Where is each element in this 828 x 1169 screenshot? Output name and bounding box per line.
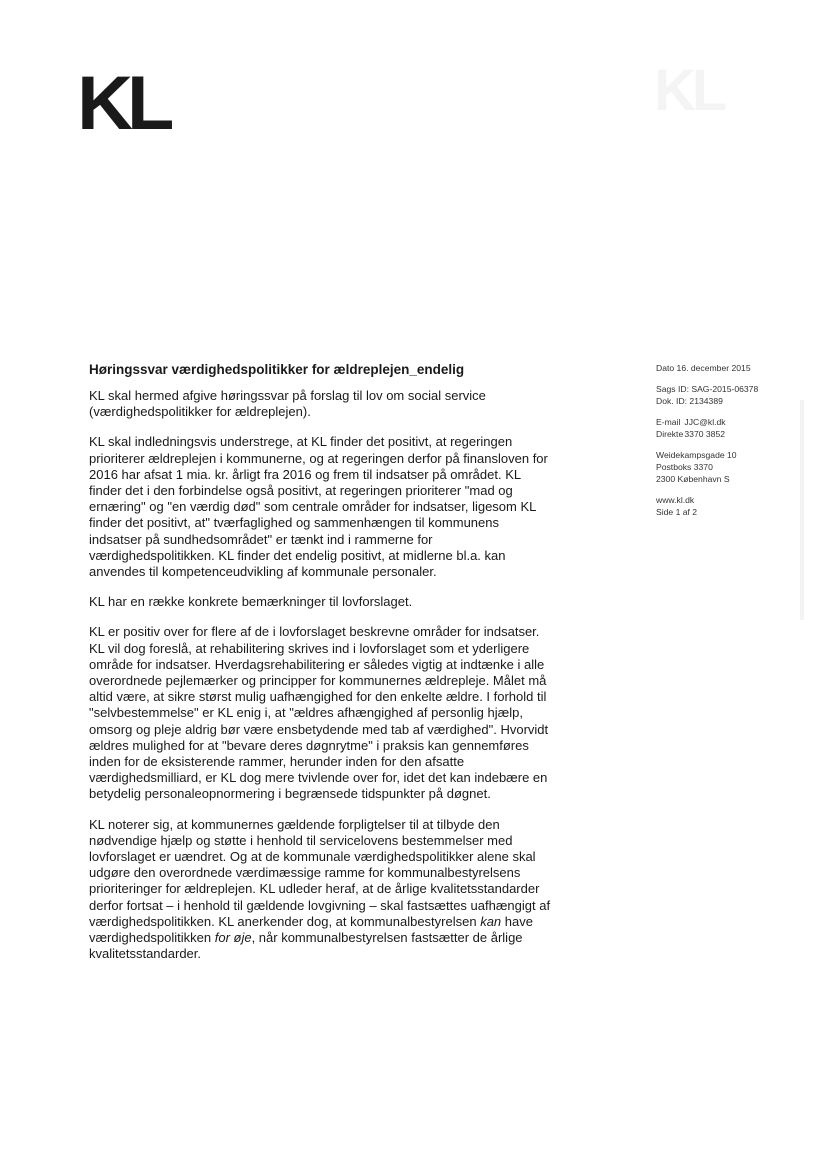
paragraph-text: , når kommunalbestyrelsen fastsætter de årlige kvalitetsstandarder.: [89, 930, 523, 962]
address-group: [656, 449, 816, 485]
address-city: 2300 København S: [656, 474, 730, 484]
paragraph-rehabilitation: KL er positiv over for flere af de i lovforslaget beskrevne områder for indsatser. KL vil dog foreslå, at rehabilitering skrives ind i lovforslaget som et yderligere område for indsatser. Hverdagsrehabilitering er således vigtig at indtænke i alle overordnede pejlemærker og principper for kommunernes ældrepleje. Målet må altid være, at sikre størst mulig uafhængighed for den enkelte ældre. I forhold til "selvbestemmelse" er KL enig i, at "ældres afhængighed af personlig hjælp, omsorg og pleje aldrig bør være ensbetydende med tab af værdighed". Hvorvidt ældres mulighed for at "bevare deres døgnrytme" i praksis kan gennemføres inden for de eksisterende rammer, herunder inden for den afsatte værdighedsmilliard, er KL dog mere tvivlende over for, idet det kan indebære en betydelig personaleopnormering i begrænsede tidspunkter på døgnet.: [89, 624, 549, 802]
direct-label: Direkte: [656, 429, 684, 439]
direct-phone: 3370 3852: [684, 429, 726, 439]
address-street: Weidekampsgade 10: [656, 450, 737, 460]
email-link[interactable]: JJC@kl.dk: [684, 417, 726, 427]
direct-row: [656, 428, 816, 440]
emphasis-for-oje: for øje: [214, 930, 252, 946]
email-label: E-mail: [656, 417, 681, 427]
emphasis-kan: kan: [480, 913, 502, 929]
show-through-logo: KL: [654, 58, 724, 123]
web-group: [656, 494, 816, 518]
paragraph-positive: KL skal indledningsvis understrege, at KL finder det positivt, at regeringen prioriterer ældreplejen i kommunerne, og at regeringen derfor på finansloven for 2016 har afsat 1 mia. kr. årligt fra 2016 og frem til indsatser på området. KL finder det i den forbindelse også positivt, at regeringen prioriterer "mad og ernæring" og "en værdig død" som centrale områder for indsatser, ligesom KL finder det positivt, at" tværfaglighed og sammenhængen til kommunens indsatser på sundhedsområdet" er tænkt ind i rammerne for værdighedspolitikken. KL finder det endelig positivt, at midlerne bl.a. kan anvendes til kompetenceudvikling af kommunale personaler.: [89, 434, 548, 580]
doc-id: Dok. ID: 2134389: [656, 396, 723, 406]
document-metadata: [656, 362, 816, 527]
paragraph-remarks: KL har en række konkrete bemærkninger til lovforslaget.: [89, 594, 413, 610]
letter-body: [89, 361, 554, 977]
kl-logo: KL: [77, 61, 169, 146]
paragraph-quality-standards: [89, 817, 554, 963]
document-title: Høringssvar værdighedspolitikker for ældreplejen_endelig: [89, 362, 465, 377]
address-postbox: Postboks 3370: [656, 462, 713, 472]
email-row: [656, 416, 816, 428]
date: Dato 16. december 2015: [656, 363, 751, 373]
paragraph-intro: KL skal hermed afgive høringssvar på forslag til lov om social service (værdighedspolitikker for ældreplejen).: [89, 388, 486, 420]
page-number: Side 1 af 2: [656, 507, 698, 517]
paragraph-text: KL noterer sig, at kommunernes gældende forpligtelser til at tilbyde den nødvendige hjælp og støtte i henhold til servicelovens bestemmelser med lovforslaget er uændret. Og at de kommunale værdighedspolitikker alene skal udgøre den overordnede værdimæssige ramme for kommunalbestyrelsens prioriteringer for ældreplejen. KL udleder heraf, at de årlige kvalitetsstandarder derfor fortsat – i henhold til gældende lovgivning – skal fastsættes uafhængigt af værdighedspolitikken. KL anerkender dog, at kommunalbestyrelsen: [89, 816, 551, 929]
case-id: Sags ID: SAG-2015-06378: [656, 384, 759, 394]
id-group: [656, 383, 816, 407]
date-group: [656, 362, 816, 374]
website-link[interactable]: www.kl.dk: [656, 495, 695, 505]
contact-group: [656, 416, 816, 440]
paragraph-text: have værdighedspolitikken: [89, 913, 533, 946]
